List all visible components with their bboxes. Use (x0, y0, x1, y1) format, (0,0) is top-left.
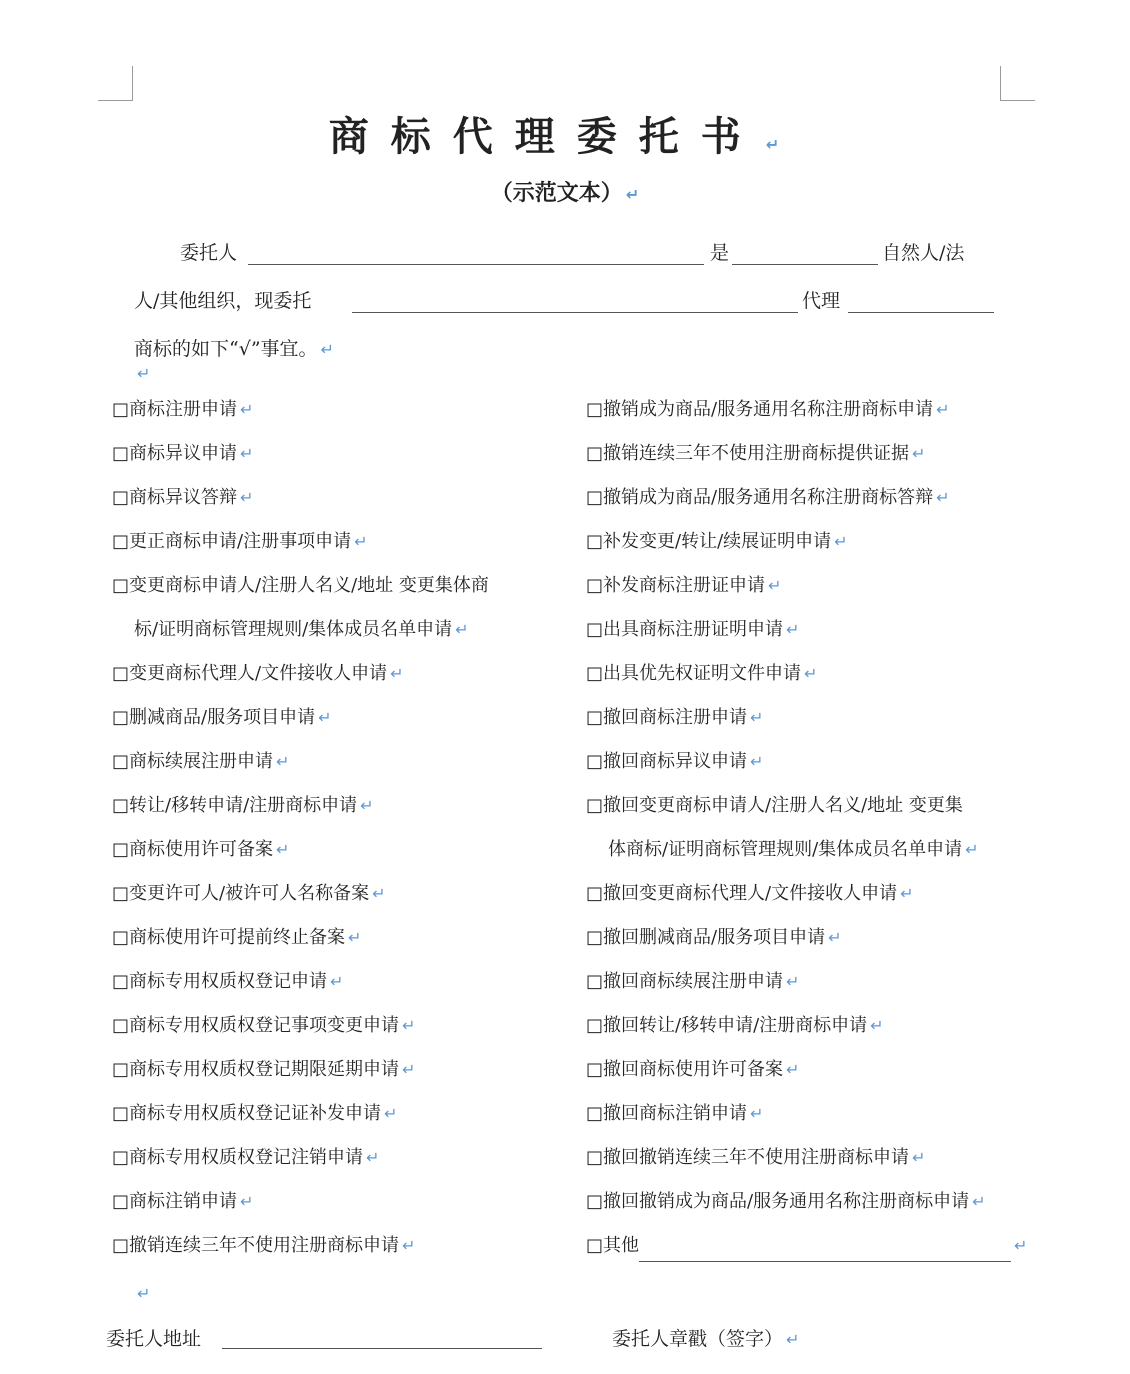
document-title: 商标代理委托书 ↵ (328, 113, 802, 160)
option-checkbox-item[interactable]: □商标专用权质权登记期限延期申请 ↵ (112, 1059, 416, 1080)
option-checkbox-item[interactable]: □撤回变更商标申请人/注册人名义/地址 变更集 (586, 795, 963, 816)
intro-principal-label: 委托人 (180, 242, 238, 264)
option-checkbox-item[interactable]: □删减商品/服务项目申请 ↵ (112, 707, 332, 728)
paragraph-mark-icon: ↵ (625, 185, 640, 204)
principal-name-field[interactable] (248, 264, 704, 265)
principal-address-field[interactable] (222, 1348, 542, 1349)
paragraph-mark-icon: ↵ (137, 364, 151, 383)
option-checkbox-item[interactable]: □撤回商标使用许可备案 ↵ (586, 1059, 800, 1080)
option-checkbox-item[interactable]: □撤回撤销连续三年不使用注册商标申请 ↵ (586, 1147, 926, 1168)
option-checkbox-item[interactable]: □商标注销申请 ↵ (112, 1191, 254, 1212)
option-checkbox-item[interactable]: □撤回撤销成为商品/服务通用名称注册商标申请 ↵ (586, 1191, 986, 1212)
option-checkbox-item[interactable]: □变更商标代理人/文件接收人申请 ↵ (112, 663, 404, 684)
option-checkbox-item[interactable]: □变更许可人/被许可人名称备案 ↵ (112, 883, 386, 904)
document-subtitle: （示范文本） ↵ (490, 180, 640, 206)
option-checkbox-item[interactable]: □撤销成为商品/服务通用名称注册商标答辩 ↵ (586, 487, 950, 508)
option-checkbox-item[interactable]: □更正商标申请/注册事项申请 ↵ (112, 531, 368, 552)
option-checkbox-item[interactable]: □商标专用权质权登记申请 ↵ (112, 971, 344, 992)
page-corner-top-left (98, 66, 133, 101)
intro-is-label: 是 (710, 242, 730, 264)
option-checkbox-item[interactable]: □变更商标申请人/注册人名义/地址 变更集体商 (112, 575, 489, 596)
intro-matters-text: 商标的如下“√”事宜。 ↵ (134, 338, 334, 360)
principal-type-field[interactable] (732, 264, 878, 265)
trademark-name-field[interactable] (848, 312, 994, 313)
paragraph-mark-icon: ↵ (765, 135, 802, 154)
page-corner-top-right (1000, 66, 1035, 101)
option-checkbox-item[interactable]: □商标续展注册申请 ↵ (112, 751, 290, 772)
option-checkbox-item[interactable]: □商标使用许可备案 ↵ (112, 839, 290, 860)
left-options-column (112, 394, 489, 1274)
option-checkbox-item[interactable]: □撤销连续三年不使用注册商标提供证据 ↵ (586, 443, 926, 464)
intro-handle-label: 代理 (802, 290, 841, 312)
option-checkbox-item[interactable]: □商标专用权质权登记注销申请 ↵ (112, 1147, 380, 1168)
option-checkbox-item[interactable]: □撤销成为商品/服务通用名称注册商标申请 ↵ (586, 399, 950, 420)
option-checkbox-item[interactable]: □撤回转让/移转申请/注册商标申请 ↵ (586, 1015, 884, 1036)
option-checkbox-item[interactable]: □补发变更/转让/续展证明申请 ↵ (586, 531, 848, 552)
agent-name-field[interactable] (352, 312, 798, 313)
option-checkbox-item[interactable]: □商标专用权质权登记事项变更申请 ↵ (112, 1015, 416, 1036)
option-other-item[interactable]: □其他 ↵ (586, 1230, 1027, 1274)
option-checkbox-item[interactable]: □转让/移转申请/注册商标申请 ↵ (112, 795, 374, 816)
paragraph-mark-icon: ↵ (320, 340, 334, 359)
option-checkbox-item[interactable]: □撤回商标注销申请 ↵ (586, 1103, 764, 1124)
intro-person-type-label: 自然人/法 (882, 242, 965, 264)
option-checkbox-item[interactable]: □撤回变更商标代理人/文件接收人申请 ↵ (586, 883, 914, 904)
right-options-column (586, 394, 1027, 1274)
option-checkbox-item[interactable]: □出具商标注册证明申请 ↵ (586, 619, 800, 640)
option-checkbox-item[interactable]: □商标使用许可提前终止备案 ↵ (112, 927, 362, 948)
option-checkbox-item[interactable]: □撤回删减商品/服务项目申请 ↵ (586, 927, 842, 948)
option-checkbox-item[interactable]: □撤回商标异议申请 ↵ (586, 751, 764, 772)
option-checkbox-item[interactable]: □补发商标注册证申请 ↵ (586, 575, 782, 596)
principal-seal-label: 委托人章戳（签字） ↵ (612, 1328, 800, 1350)
principal-address-label: 委托人地址 (106, 1328, 202, 1350)
option-checkbox-item[interactable]: □撤销连续三年不使用注册商标申请 ↵ (112, 1235, 416, 1256)
option-checkbox-item[interactable]: □撤回商标续展注册申请 ↵ (586, 971, 800, 992)
option-checkbox-item[interactable]: □商标注册申请 ↵ (112, 399, 254, 420)
option-checkbox-item[interactable]: □商标异议答辩 ↵ (112, 487, 254, 508)
paragraph-mark-icon: ↵ (137, 1284, 151, 1303)
option-checkbox-item[interactable]: □撤回商标注册申请 ↵ (586, 707, 764, 728)
option-checkbox-item[interactable]: □商标异议申请 ↵ (112, 443, 254, 464)
other-matter-field[interactable] (639, 1237, 1011, 1262)
option-checkbox-item-continued: 标/证明商标管理规则/集体成员名单申请 ↵ (134, 619, 469, 640)
option-checkbox-item[interactable]: □商标专用权质权登记证补发申请 ↵ (112, 1103, 398, 1124)
option-checkbox-item[interactable]: □出具优先权证明文件申请 ↵ (586, 663, 818, 684)
intro-agent-label: 人/其他组织，现委托 (134, 290, 312, 312)
option-checkbox-item-continued: 体商标/证明商标管理规则/集体成员名单申请 ↵ (608, 839, 979, 860)
